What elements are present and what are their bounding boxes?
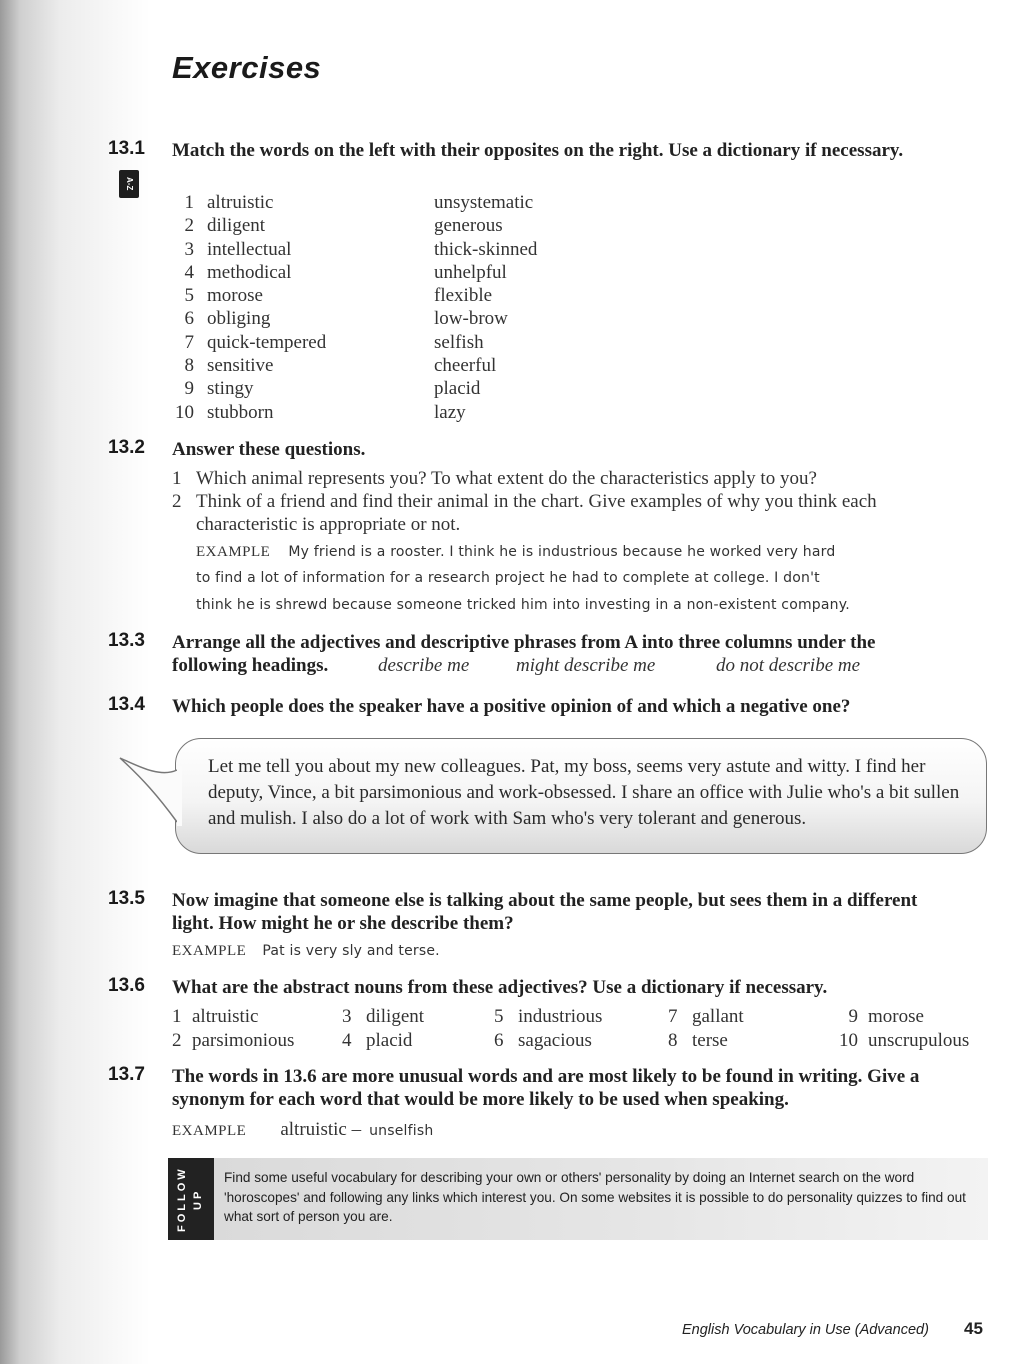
noun-item [172, 1029, 294, 1053]
right-word-item: unhelpful [434, 261, 507, 283]
book-spine-shadow [0, 0, 150, 1364]
example-label: EXAMPLE [196, 544, 271, 560]
question-1 [172, 467, 972, 490]
example-label: EXAMPLE [172, 943, 247, 959]
exercise-number-13-3: 13.3 [108, 630, 145, 651]
heading-describe-me: describe me [378, 655, 470, 676]
item-number: 8 [184, 355, 194, 377]
left-word: stingy [207, 378, 254, 400]
left-word: obliging [207, 308, 271, 330]
right-word-item: thick-skinned [434, 238, 538, 260]
exercise-13-4-instruction: Which people does the speaker have a positive opinion of and which a negative one? [172, 696, 851, 717]
right-word-item: unsystematic [434, 192, 534, 213]
noun-item [818, 1005, 969, 1029]
left-word-list [172, 191, 412, 424]
exercise-13-5-instruction: Now imagine that someone else is talking about the same people, but sees them in a different light. How might he or she describe them? [172, 890, 918, 934]
noun-item-word: gallant [692, 1006, 744, 1027]
noun-column-4 [668, 1005, 744, 1052]
follow-up-text: Find some useful vocabulary for describing your own or others' personality by doing an Internet search on the word 'horoscopes' and following any links which interest you. On some websites it is possible to do personality quizzes to find out what sort of person you are. [224, 1170, 966, 1224]
example-13-7-word: altruistic – [280, 1119, 362, 1140]
book-title: English Vocabulary in Use (Advanced) [682, 1322, 929, 1338]
item-number: 7 [184, 331, 194, 353]
left-word: stubborn [207, 401, 274, 423]
noun-item-number: 3 [342, 1006, 352, 1027]
page-heading: Exercises [172, 50, 322, 85]
noun-item-word: unscrupulous [868, 1029, 970, 1051]
noun-item-word: diligent [366, 1006, 425, 1027]
noun-column-1 [172, 1005, 294, 1052]
question-1-number: 1 [172, 468, 182, 489]
left-word: altruistic [207, 192, 274, 213]
noun-item-number: 10 [839, 1029, 858, 1051]
noun-column-5 [818, 1005, 969, 1052]
speech-text: Let me tell you about my new colleagues. Pat, my boss, seems very astute and witty. I find her deputy, Vince, a bit parsimonious and work-obsessed. I share an office with Julie who's a bit sullen and mulish. I also do a lot of work with Sam who's very tolerant and generous. [208, 756, 960, 829]
noun-column-2 [342, 1005, 424, 1052]
question-2-number: 2 [172, 491, 182, 512]
left-word-item [172, 261, 412, 284]
noun-item-number: 9 [848, 1006, 858, 1027]
heading-might-describe-me: might describe me [516, 655, 656, 676]
exercise-13-6-instruction: What are the abstract nouns from these adjectives? Use a dictionary if necessary. [172, 977, 828, 998]
item-number: 5 [184, 285, 194, 307]
left-word-item [172, 284, 412, 307]
noun-item-number: 4 [342, 1029, 352, 1051]
example-label: EXAMPLE [172, 1123, 247, 1139]
noun-item-number: 2 [172, 1029, 182, 1051]
noun-item-word: industrious [518, 1006, 603, 1027]
example-13-2-text-2: to find a lot of information for a research project he had to complete at college. I don't [196, 570, 820, 586]
right-word-item: generous [434, 215, 503, 237]
exercise-13-1-instruction: Match the words on the left with their opposites on the right. Use a dictionary if necessary. [172, 140, 904, 161]
example-13-2-text-3: think he is shrewd because someone tricked him into investing in a non-existent company. [196, 597, 850, 613]
noun-item-number: 7 [668, 1006, 678, 1027]
noun-item-number: 1 [172, 1006, 182, 1027]
left-word-item [172, 214, 412, 237]
noun-item [818, 1029, 969, 1053]
left-word-item [172, 238, 412, 261]
left-word-item [172, 377, 412, 400]
exercise-number-13-4: 13.4 [108, 694, 145, 715]
exercise-number-13-7: 13.7 [108, 1064, 145, 1085]
noun-item-word: sagacious [518, 1029, 592, 1051]
noun-item [342, 1029, 424, 1053]
noun-item-number: 8 [668, 1029, 678, 1051]
left-word: methodical [207, 261, 292, 283]
dictionary-icon-label: A-Z [125, 177, 134, 191]
left-word-item [172, 354, 412, 377]
right-word-list [434, 191, 674, 424]
left-word-item [172, 331, 412, 354]
exercise-number-13-1: 13.1 [108, 138, 145, 159]
item-number: 3 [184, 238, 194, 260]
question-2 [172, 490, 972, 536]
item-number: 1 [184, 192, 194, 213]
item-number: 10 [175, 401, 194, 423]
page-number: 45 [964, 1319, 983, 1338]
right-word-item: cheerful [434, 355, 497, 377]
exercise-13-7-instruction: The words in 13.6 are more unusual words and are most likely to be found in writing. Give a synonym for each word that would be more likely to be used when speaking. [172, 1066, 920, 1110]
noun-item-word: altruistic [192, 1006, 259, 1027]
item-number: 2 [184, 215, 194, 237]
question-2-text: Think of a friend and find their animal in the chart. Give examples of why you think each characteristic is appropriate or not. [196, 491, 877, 535]
exercise-13-3-instruction-line-2: following headings. [172, 655, 329, 676]
noun-item-word: morose [868, 1006, 924, 1027]
noun-item [342, 1005, 424, 1029]
noun-item-number: 5 [494, 1006, 504, 1027]
left-word-item [172, 191, 412, 214]
left-word-item [172, 307, 412, 330]
noun-column-3 [494, 1005, 602, 1052]
left-word: intellectual [207, 238, 292, 260]
noun-item [668, 1005, 744, 1029]
example-13-2-line-1 [196, 543, 835, 561]
noun-item-word: terse [692, 1029, 728, 1051]
item-number: 9 [184, 378, 194, 400]
example-13-7-answer: unselfish [369, 1123, 434, 1139]
left-word-item [172, 401, 412, 424]
noun-item [494, 1029, 602, 1053]
left-word: diligent [207, 215, 266, 237]
left-word: sensitive [207, 355, 274, 377]
speech-bubble-tail [118, 756, 182, 826]
exercise-number-13-5: 13.5 [108, 888, 145, 909]
example-13-5-text: Pat is very sly and terse. [262, 943, 440, 959]
exercise-13-3-instruction-line-1: Arrange all the adjectives and descriptive phrases from A into three columns under the [172, 632, 876, 653]
noun-item-word: parsimonious [192, 1029, 295, 1051]
right-word-item: lazy [434, 401, 466, 423]
exercise-13-2-instruction: Answer these questions. [172, 439, 366, 460]
exercise-number-13-2: 13.2 [108, 437, 145, 458]
example-13-7 [172, 1118, 433, 1141]
right-word-item: low-brow [434, 308, 508, 330]
follow-up-label: FOLLOW UP [176, 1166, 204, 1232]
heading-do-not-describe-me: do not describe me [716, 655, 861, 676]
noun-item [494, 1005, 602, 1029]
noun-item [172, 1005, 294, 1029]
noun-item-number: 6 [494, 1029, 504, 1051]
item-number: 6 [184, 308, 194, 330]
noun-item [668, 1029, 744, 1053]
question-1-text: Which animal represents you? To what extent do the characteristics apply to you? [196, 468, 817, 489]
right-word-item: selfish [434, 331, 484, 353]
item-number: 4 [184, 261, 194, 283]
exercise-number-13-6: 13.6 [108, 975, 145, 996]
left-word: morose [207, 285, 263, 307]
dictionary-icon [119, 170, 139, 198]
example-13-5 [172, 942, 440, 960]
right-word-item: flexible [434, 285, 493, 307]
right-word-item: placid [434, 378, 481, 400]
left-word: quick-tempered [207, 331, 327, 353]
example-13-2-text-1: My friend is a rooster. I think he is industrious because he worked very hard [288, 544, 836, 560]
noun-item-word: placid [366, 1029, 413, 1051]
